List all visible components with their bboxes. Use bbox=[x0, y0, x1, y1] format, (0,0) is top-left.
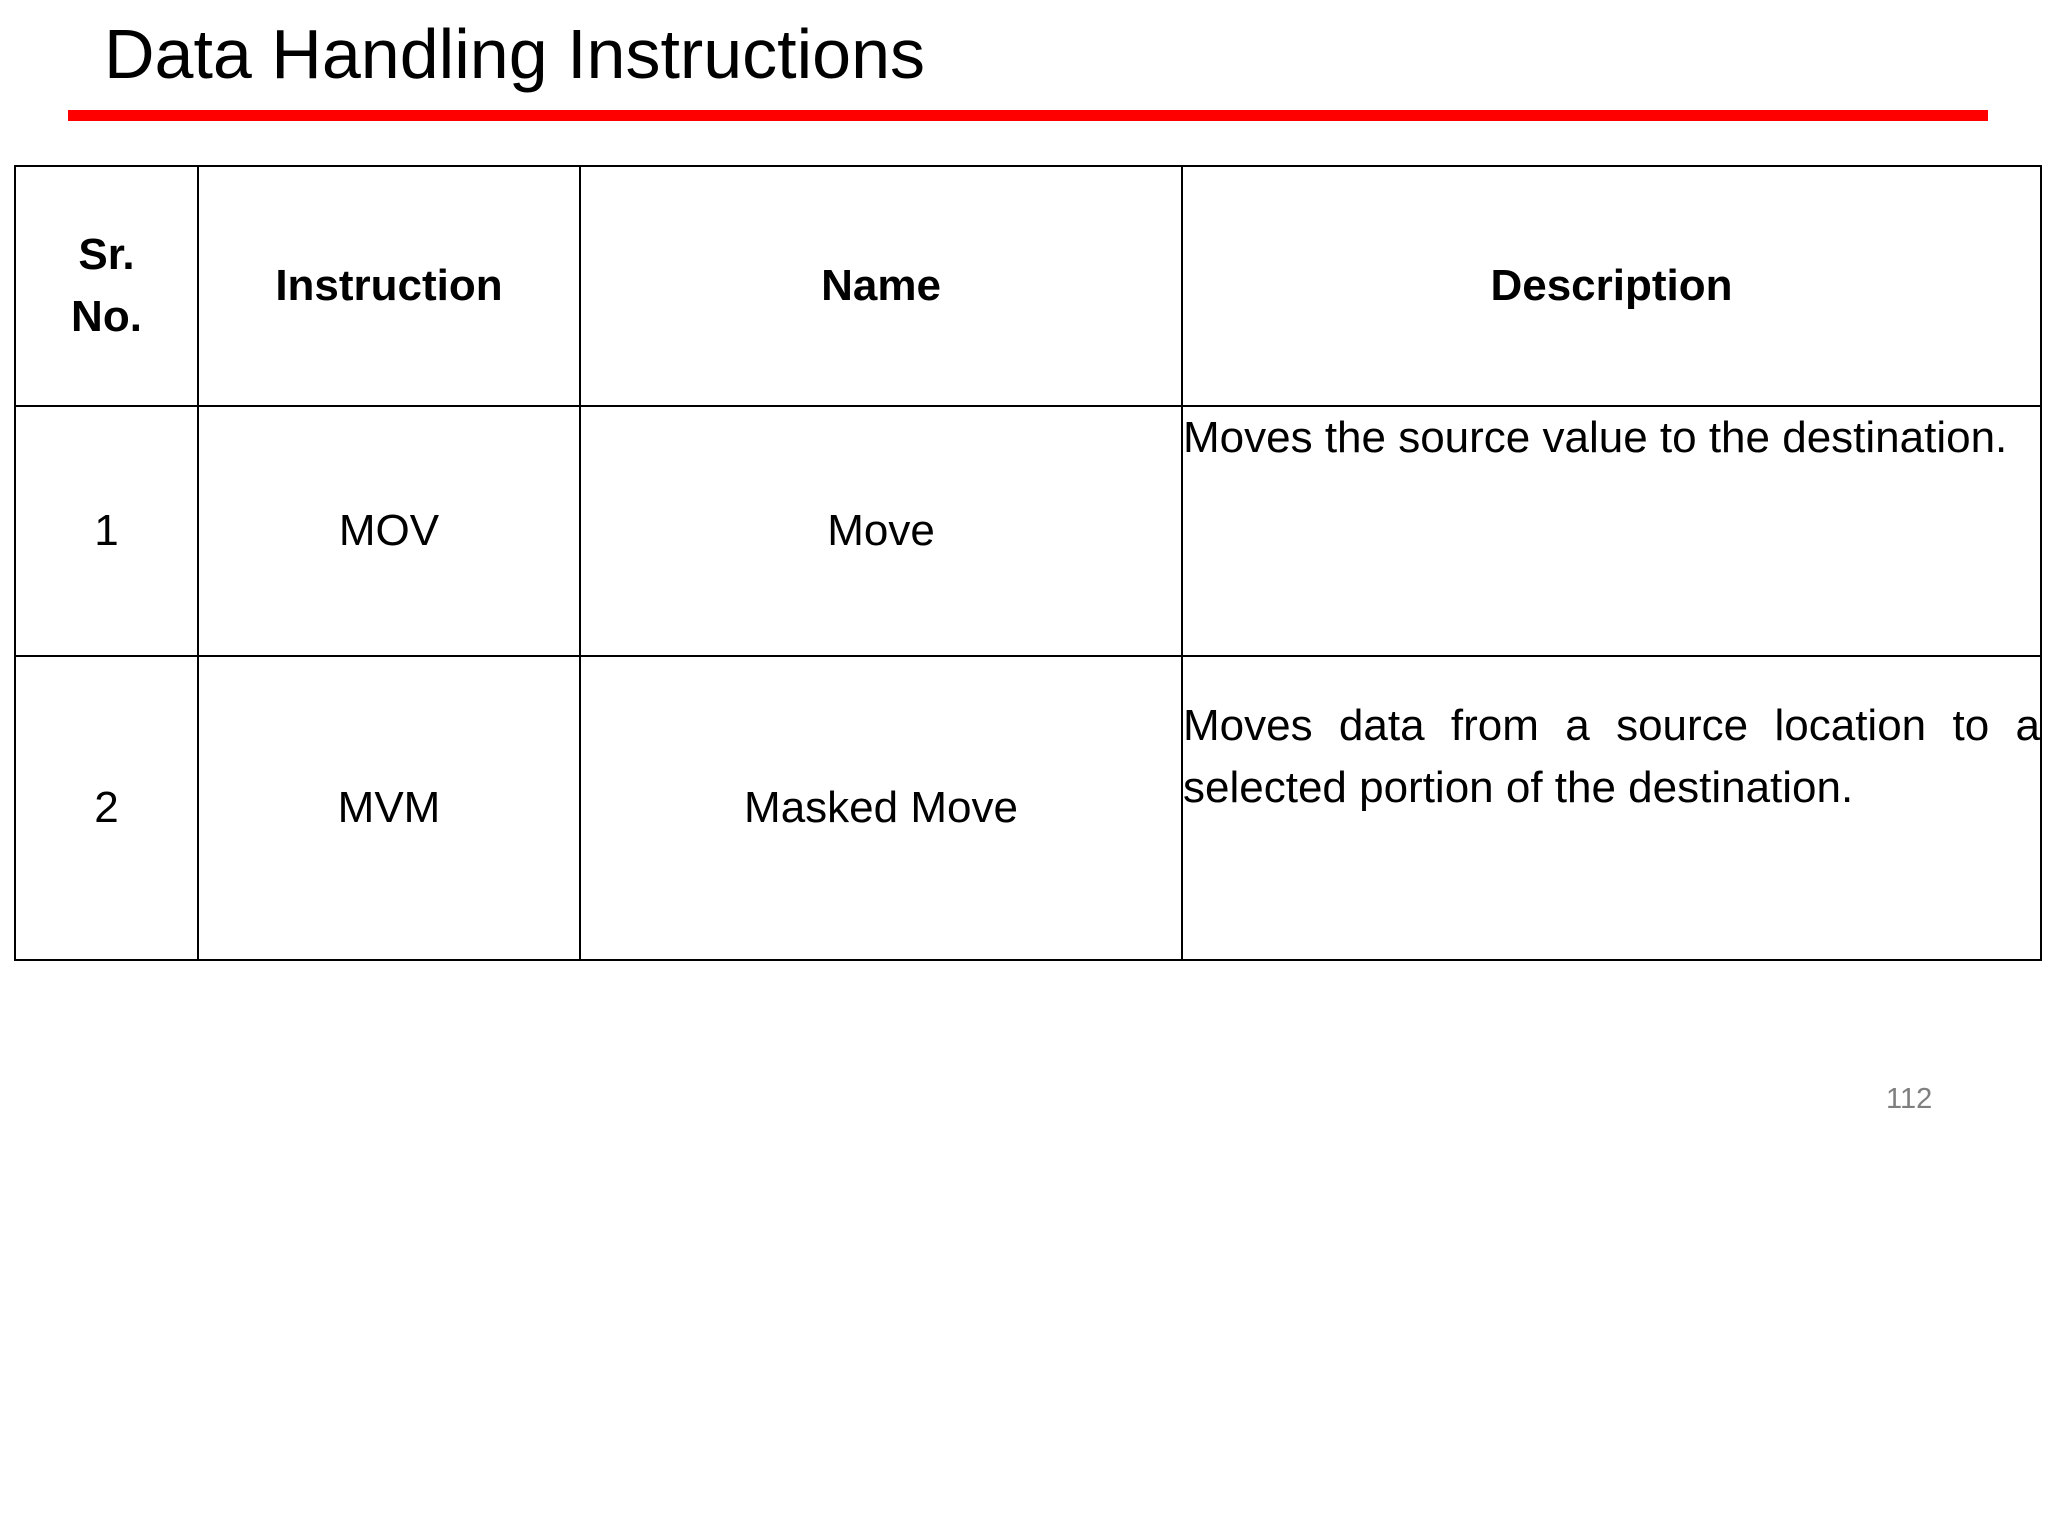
header-name: Name bbox=[580, 166, 1182, 406]
header-sr-no-line1: Sr. bbox=[78, 230, 135, 279]
cell-name: Masked Move bbox=[580, 656, 1182, 960]
title-underline bbox=[68, 110, 1988, 121]
table-row bbox=[15, 656, 2041, 960]
cell-description: Moves data from a source location to a selected portion of the destination. bbox=[1182, 656, 2041, 960]
header-description: Description bbox=[1182, 166, 2041, 406]
slide-title: Data Handling Instructions bbox=[104, 15, 925, 93]
header-sr-no bbox=[15, 166, 198, 406]
cell-sr-no: 1 bbox=[15, 406, 198, 656]
table-row bbox=[15, 406, 2041, 656]
cell-name: Move bbox=[580, 406, 1182, 656]
header-instruction: Instruction bbox=[198, 166, 580, 406]
header-sr-no-line2: No. bbox=[71, 292, 142, 341]
cell-sr-no: 2 bbox=[15, 656, 198, 960]
cell-description: Moves the source value to the destination. bbox=[1182, 406, 2041, 656]
cell-instruction: MVM bbox=[198, 656, 580, 960]
page-number: 112 bbox=[1886, 1083, 1933, 1115]
instructions-table bbox=[14, 165, 2042, 961]
table-header-row bbox=[15, 166, 2041, 406]
cell-instruction: MOV bbox=[198, 406, 580, 656]
